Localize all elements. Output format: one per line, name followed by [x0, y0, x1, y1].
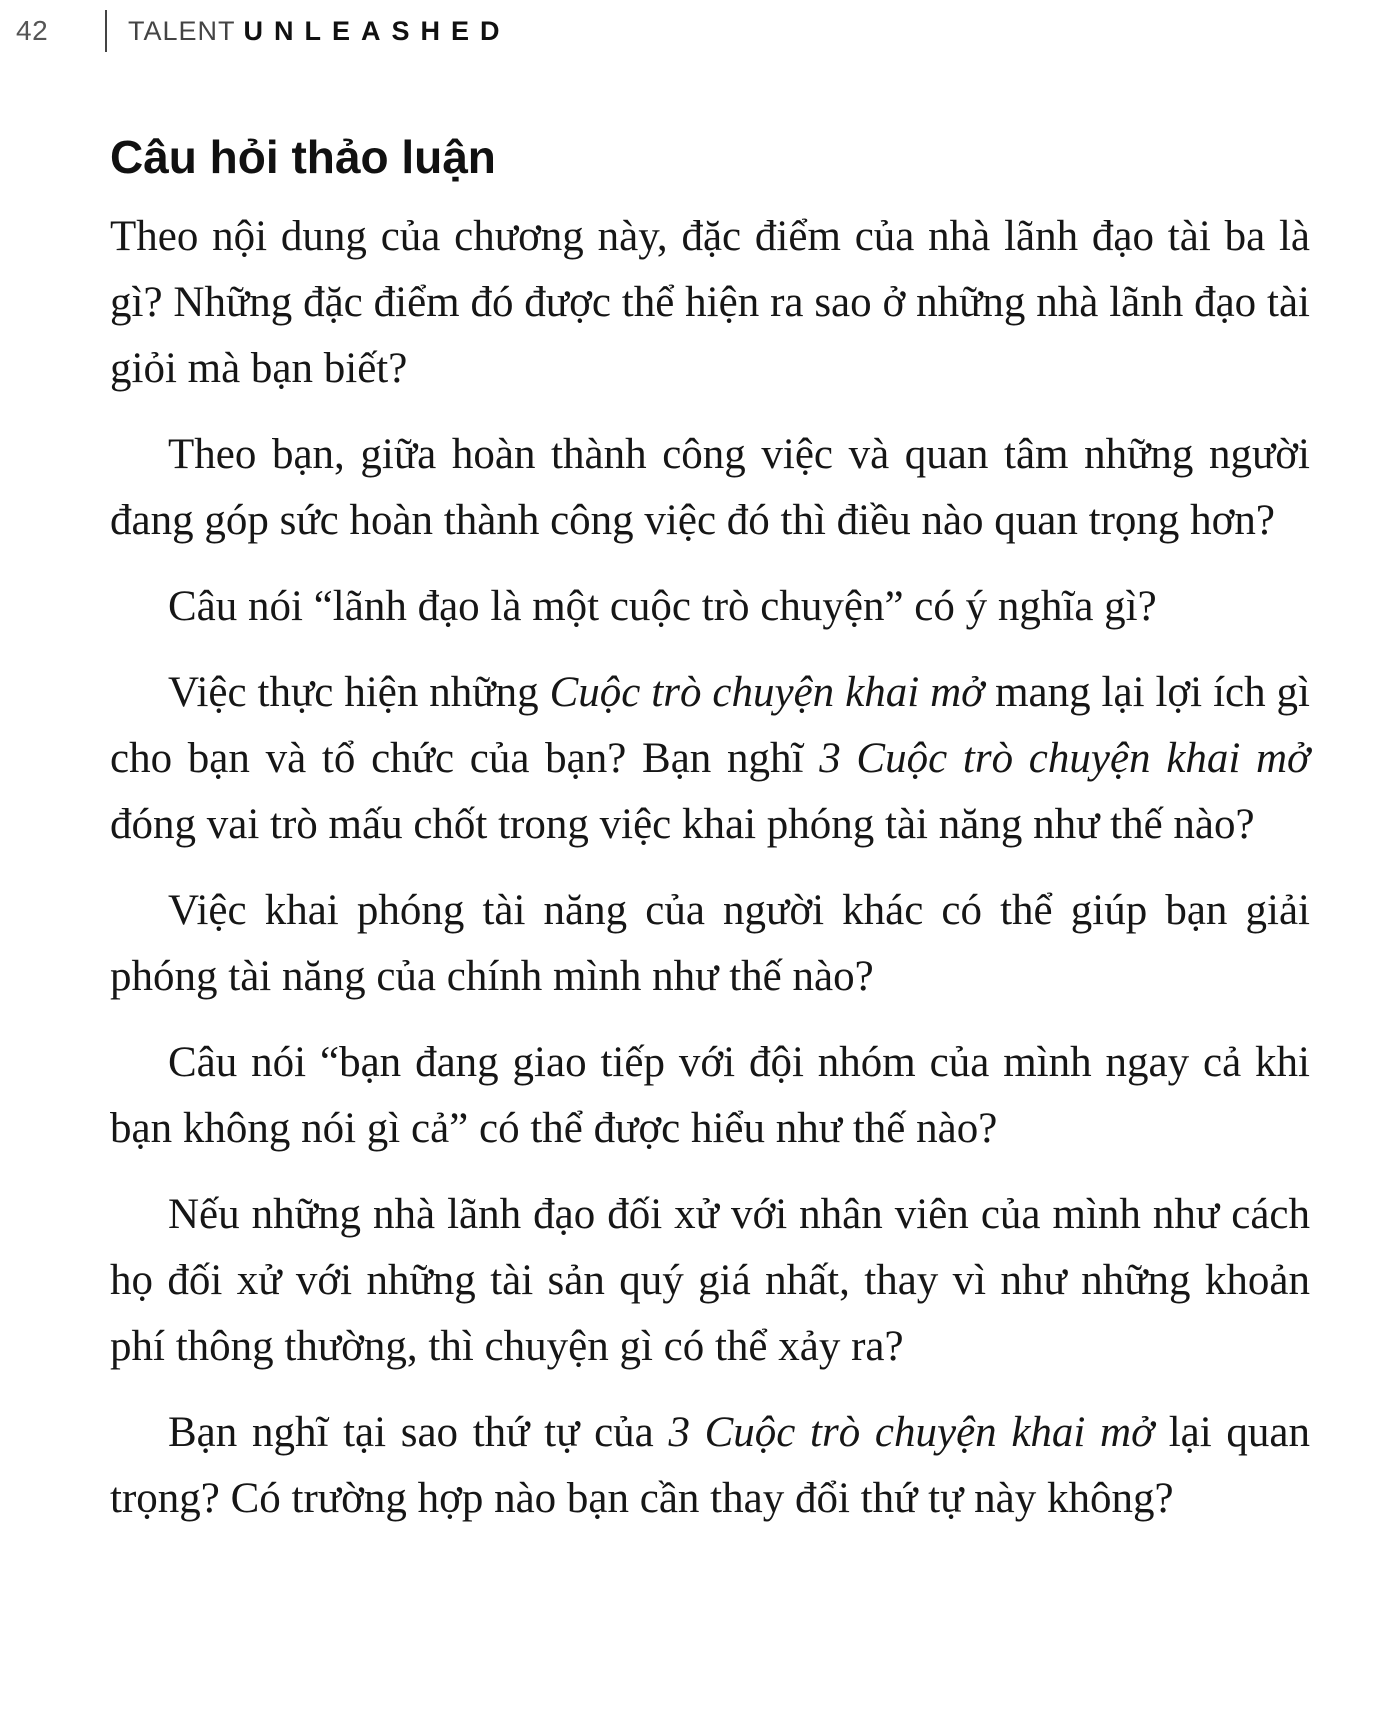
paragraph-7: Nếu những nhà lãnh đạo đối xử với nhân viên của mình như cách họ đối xử với những tài sản quý giá nhất, thay vì như những khoản phí thông thường, thì chuyện gì có thể xảy ra?	[110, 1190, 1310, 1370]
section-heading: Câu hỏi thảo luận	[110, 131, 496, 183]
paragraph-1: Theo nội dung của chương này, đặc điểm của nhà lãnh đạo tài ba là gì? Những đặc điểm đó được thể hiện ra sao ở những nhà lãnh đạo tài giỏi mà bạn biết?	[110, 212, 1310, 392]
page-number: 42	[16, 15, 49, 46]
paragraph-5: Việc khai phóng tài năng của người khác có thể giúp bạn giải phóng tài năng của chính mình như thế nào?	[110, 886, 1310, 1000]
running-head	[0, 10, 1393, 60]
paragraph-8-part-a: Bạn nghĩ tại sao thứ tự của	[168, 1408, 669, 1456]
paragraph-8	[110, 1400, 1310, 1532]
paragraph-4-part-a: Việc thực hiện những	[168, 668, 550, 716]
book-title-light: TALENT	[128, 16, 236, 46]
paragraph-8-italic: 3 Cuộc trò chuyện khai mở	[668, 1408, 1155, 1456]
paragraph-4	[110, 660, 1310, 858]
header-divider	[105, 10, 107, 52]
paragraph-6: Câu nói “bạn đang giao tiếp với đội nhóm của mình ngay cả khi bạn không nói gì cả” có thể được hiểu như thế nào?	[110, 1038, 1310, 1152]
book-title	[128, 16, 511, 47]
paragraph-4-italic-1: Cuộc trò chuyện khai mở	[549, 668, 985, 716]
paragraph-3: Câu nói “lãnh đạo là một cuộc trò chuyện” có ý nghĩa gì?	[168, 582, 1157, 630]
paragraph-4-part-c: mang lại lợi ích gì cho bạn và tổ chức của bạn? Bạn nghĩ	[110, 668, 1311, 782]
paragraph-4-part-e: đóng vai trò mấu chốt trong việc khai phóng tài năng như thế nào?	[110, 800, 1255, 848]
book-title-bold: UNLEASHED	[243, 16, 511, 46]
paragraph-2: Theo bạn, giữa hoàn thành công việc và quan tâm những người đang góp sức hoàn thành công việc đó thì điều nào quan trọng hơn?	[110, 430, 1310, 544]
page-body	[110, 128, 1310, 1552]
paragraph-4-italic-2: 3 Cuộc trò chuyện khai mở	[819, 734, 1311, 782]
paragraph-8-part-c: lại quan trọng? Có trường hợp nào bạn cần thay đổi thứ tự này không?	[110, 1408, 1310, 1522]
